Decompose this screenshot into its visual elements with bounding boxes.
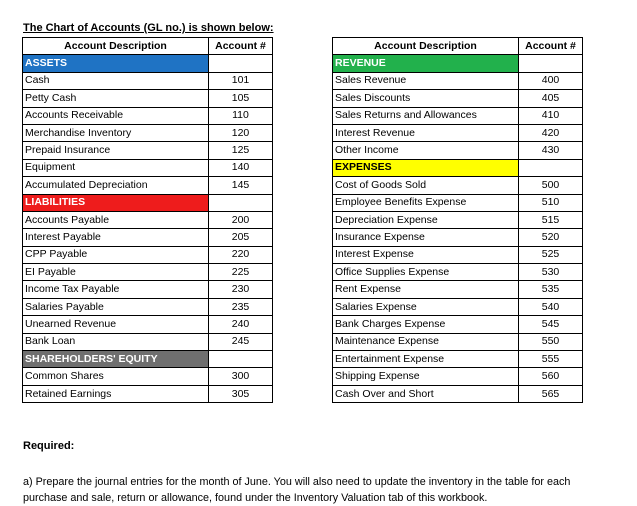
- table-row: [23, 142, 273, 159]
- table-row: [333, 90, 583, 107]
- table-row: [333, 351, 583, 368]
- account-number: 520: [519, 229, 583, 246]
- account-number: 125: [209, 142, 273, 159]
- account-description: Office Supplies Expense: [333, 264, 519, 281]
- account-description: Cost of Goods Sold: [333, 177, 519, 194]
- account-description: Employee Benefits Expense: [333, 194, 519, 211]
- table-row: [23, 333, 273, 350]
- section-header-row: [333, 55, 583, 72]
- account-number: 555: [519, 351, 583, 368]
- table-row: [23, 107, 273, 124]
- account-description: Unearned Revenue: [23, 316, 209, 333]
- account-description: Accounts Payable: [23, 211, 209, 228]
- account-number: 510: [519, 194, 583, 211]
- account-description: Retained Earnings: [23, 385, 209, 402]
- account-number: 525: [519, 246, 583, 263]
- table-row: [333, 72, 583, 89]
- account-number: 545: [519, 316, 583, 333]
- account-description: EI Payable: [23, 264, 209, 281]
- table-row: [23, 177, 273, 194]
- account-number: 225: [209, 264, 273, 281]
- account-number: 110: [209, 107, 273, 124]
- table-row: [333, 107, 583, 124]
- revenue-expenses-table: [332, 37, 583, 403]
- table-row: [333, 333, 583, 350]
- account-number: 105: [209, 90, 273, 107]
- header-account-number: Account #: [209, 38, 273, 55]
- table-row: [333, 385, 583, 402]
- account-description: Interest Expense: [333, 246, 519, 263]
- table-row: [333, 298, 583, 315]
- account-description: Common Shares: [23, 368, 209, 385]
- account-description: Equipment: [23, 159, 209, 176]
- table-row: [23, 72, 273, 89]
- account-description: Other Income: [333, 142, 519, 159]
- account-number: [209, 55, 273, 72]
- account-number: [519, 55, 583, 72]
- section-label: LIABILITIES: [23, 194, 209, 211]
- section-label: SHAREHOLDERS' EQUITY: [23, 351, 209, 368]
- table-row: [333, 194, 583, 211]
- table-row: [23, 246, 273, 263]
- section-header-row: [23, 194, 273, 211]
- account-description: Merchandise Inventory: [23, 124, 209, 141]
- account-number: 400: [519, 72, 583, 89]
- account-number: 240: [209, 316, 273, 333]
- account-number: [209, 194, 273, 211]
- account-number: 300: [209, 368, 273, 385]
- table-row: [333, 177, 583, 194]
- account-description: Bank Loan: [23, 333, 209, 350]
- account-number: [519, 159, 583, 176]
- section-header-row: [333, 159, 583, 176]
- account-description: Interest Payable: [23, 229, 209, 246]
- account-description: Shipping Expense: [333, 368, 519, 385]
- account-number: 245: [209, 333, 273, 350]
- account-description: Entertainment Expense: [333, 351, 519, 368]
- section-label: REVENUE: [333, 55, 519, 72]
- account-number: 500: [519, 177, 583, 194]
- table-row: [23, 264, 273, 281]
- account-number: 220: [209, 246, 273, 263]
- account-description: Bank Charges Expense: [333, 316, 519, 333]
- table-row: [333, 142, 583, 159]
- account-number: 120: [209, 124, 273, 141]
- table-row: [23, 316, 273, 333]
- table-row: [333, 229, 583, 246]
- table-row: [23, 159, 273, 176]
- section-header-row: [23, 351, 273, 368]
- account-number: 410: [519, 107, 583, 124]
- table-row: [333, 124, 583, 141]
- account-description: Maintenance Expense: [333, 333, 519, 350]
- table-row: [23, 229, 273, 246]
- account-number: 530: [519, 264, 583, 281]
- table-row: [23, 124, 273, 141]
- account-number: 560: [519, 368, 583, 385]
- account-number: 205: [209, 229, 273, 246]
- table-row: [333, 281, 583, 298]
- account-description: Salaries Payable: [23, 298, 209, 315]
- table-row: [333, 246, 583, 263]
- account-description: Sales Discounts: [333, 90, 519, 107]
- account-number: 230: [209, 281, 273, 298]
- account-description: Sales Revenue: [333, 72, 519, 89]
- table-row: [333, 264, 583, 281]
- account-description: Accounts Receivable: [23, 107, 209, 124]
- account-number: 540: [519, 298, 583, 315]
- account-number: 565: [519, 385, 583, 402]
- account-description: Interest Revenue: [333, 124, 519, 141]
- account-number: 235: [209, 298, 273, 315]
- account-description: Insurance Expense: [333, 229, 519, 246]
- table-header-row: [23, 38, 273, 55]
- table-row: [333, 211, 583, 228]
- table-row: [23, 90, 273, 107]
- table-row: [333, 316, 583, 333]
- account-number: 140: [209, 159, 273, 176]
- table-row: [23, 368, 273, 385]
- instruction-paragraph: a) Prepare the journal entries for the month of June. You will also need to update the inventory in the table for each purchase and sale, return or allowance, found under the Inventory Valuation tab of this workbook.: [23, 476, 571, 504]
- account-description: Accumulated Depreciation: [23, 177, 209, 194]
- account-description: Cash Over and Short: [333, 385, 519, 402]
- account-number: 405: [519, 90, 583, 107]
- table-row: [23, 211, 273, 228]
- account-number: 550: [519, 333, 583, 350]
- account-description: Salaries Expense: [333, 298, 519, 315]
- account-number: [209, 351, 273, 368]
- chart-of-accounts-title: The Chart of Accounts (GL no.) is shown below:: [23, 22, 274, 34]
- section-header-row: [23, 55, 273, 72]
- account-number: 101: [209, 72, 273, 89]
- account-description: CPP Payable: [23, 246, 209, 263]
- account-number: 535: [519, 281, 583, 298]
- header-account-description: Account Description: [333, 38, 519, 55]
- account-description: Sales Returns and Allowances: [333, 107, 519, 124]
- header-account-number: Account #: [519, 38, 583, 55]
- table-row: [333, 368, 583, 385]
- account-number: 515: [519, 211, 583, 228]
- account-number: 145: [209, 177, 273, 194]
- account-description: Prepaid Insurance: [23, 142, 209, 159]
- table-row: [23, 385, 273, 402]
- section-label: EXPENSES: [333, 159, 519, 176]
- account-description: Income Tax Payable: [23, 281, 209, 298]
- table-row: [23, 298, 273, 315]
- required-label: Required:: [23, 440, 75, 452]
- table-header-row: [333, 38, 583, 55]
- account-number: 200: [209, 211, 273, 228]
- account-number: 430: [519, 142, 583, 159]
- account-description: Rent Expense: [333, 281, 519, 298]
- account-number: 420: [519, 124, 583, 141]
- account-description: Depreciation Expense: [333, 211, 519, 228]
- header-account-description: Account Description: [23, 38, 209, 55]
- account-description: Cash: [23, 72, 209, 89]
- table-row: [23, 281, 273, 298]
- account-description: Petty Cash: [23, 90, 209, 107]
- section-label: ASSETS: [23, 55, 209, 72]
- assets-liabilities-equity-table: [22, 37, 273, 403]
- account-number: 305: [209, 385, 273, 402]
